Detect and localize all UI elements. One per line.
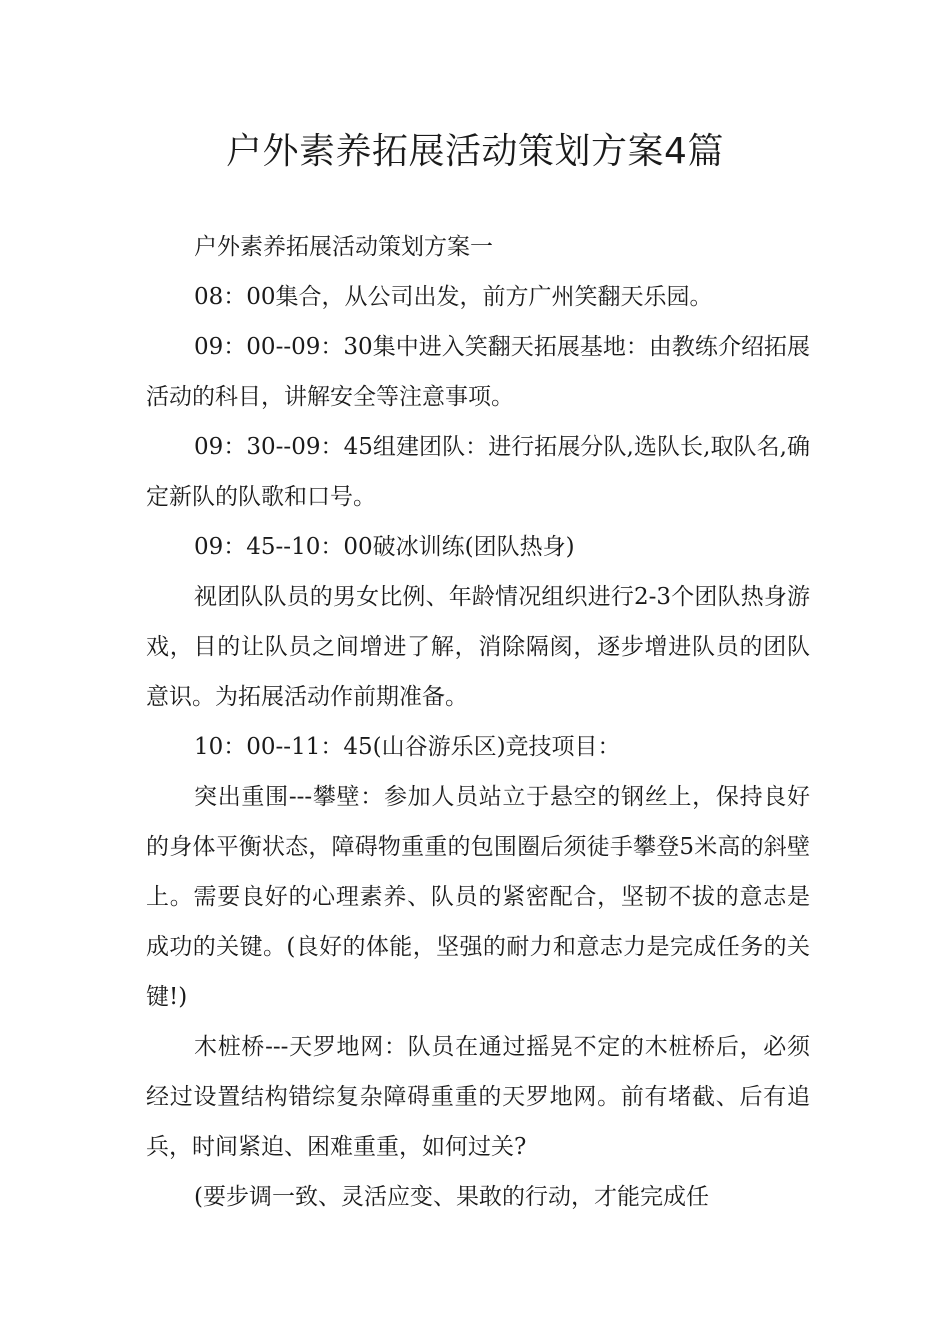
- paragraph: 木桩桥---天罗地网：队员在通过摇晃不定的木桩桥后，必须经过设置结构错综复杂障碍重重的天罗地网。前有堵截、后有追兵，时间紧迫、困难重重，如何过关?: [146, 1034, 810, 1160]
- paragraph: 09：00--09：30集中进入笑翻天拓展基地：由教练介绍拓展活动的科目，讲解安全等注意事项。: [146, 334, 810, 410]
- paragraph: 10：00--11：45(山谷游乐区)竞技项目：: [194, 734, 621, 760]
- paragraph: 09：45--10：00破冰训练(团队热身): [194, 534, 575, 560]
- paragraph: 09：30--09：45组建团队：进行拓展分队,选队长,取队名,确定新队的队歌和口号。: [146, 434, 810, 510]
- paragraph: 视团队队员的男女比例、年龄情况组织进行2-3个团队热身游戏，目的让队员之间增进了解，消除隔阂，逐步增进队员的团队意识。为拓展活动作前期准备。: [146, 584, 810, 710]
- document-title: 户外素养拓展活动策划方案4篇: [226, 131, 724, 172]
- document-body: [146, 222, 810, 1222]
- paragraph: 户外素养拓展活动策划方案一: [194, 234, 493, 260]
- paragraph: (要步调一致、灵活应变、果敢的行动，才能完成任: [194, 1184, 709, 1210]
- paragraph: 突出重围---攀壁：参加人员站立于悬空的钢丝上，保持良好的身体平衡状态，障碍物重重的包围圈后须徒手攀登5米高的斜壁上。需要良好的心理素养、队员的紧密配合，坚韧不拔的意志是成功的关键。(良好的体能，坚强的耐力和意志力是完成任务的关键!): [146, 784, 810, 1010]
- paragraph: 08：00集合，从公司出发，前方广州笑翻天乐园。: [194, 284, 713, 310]
